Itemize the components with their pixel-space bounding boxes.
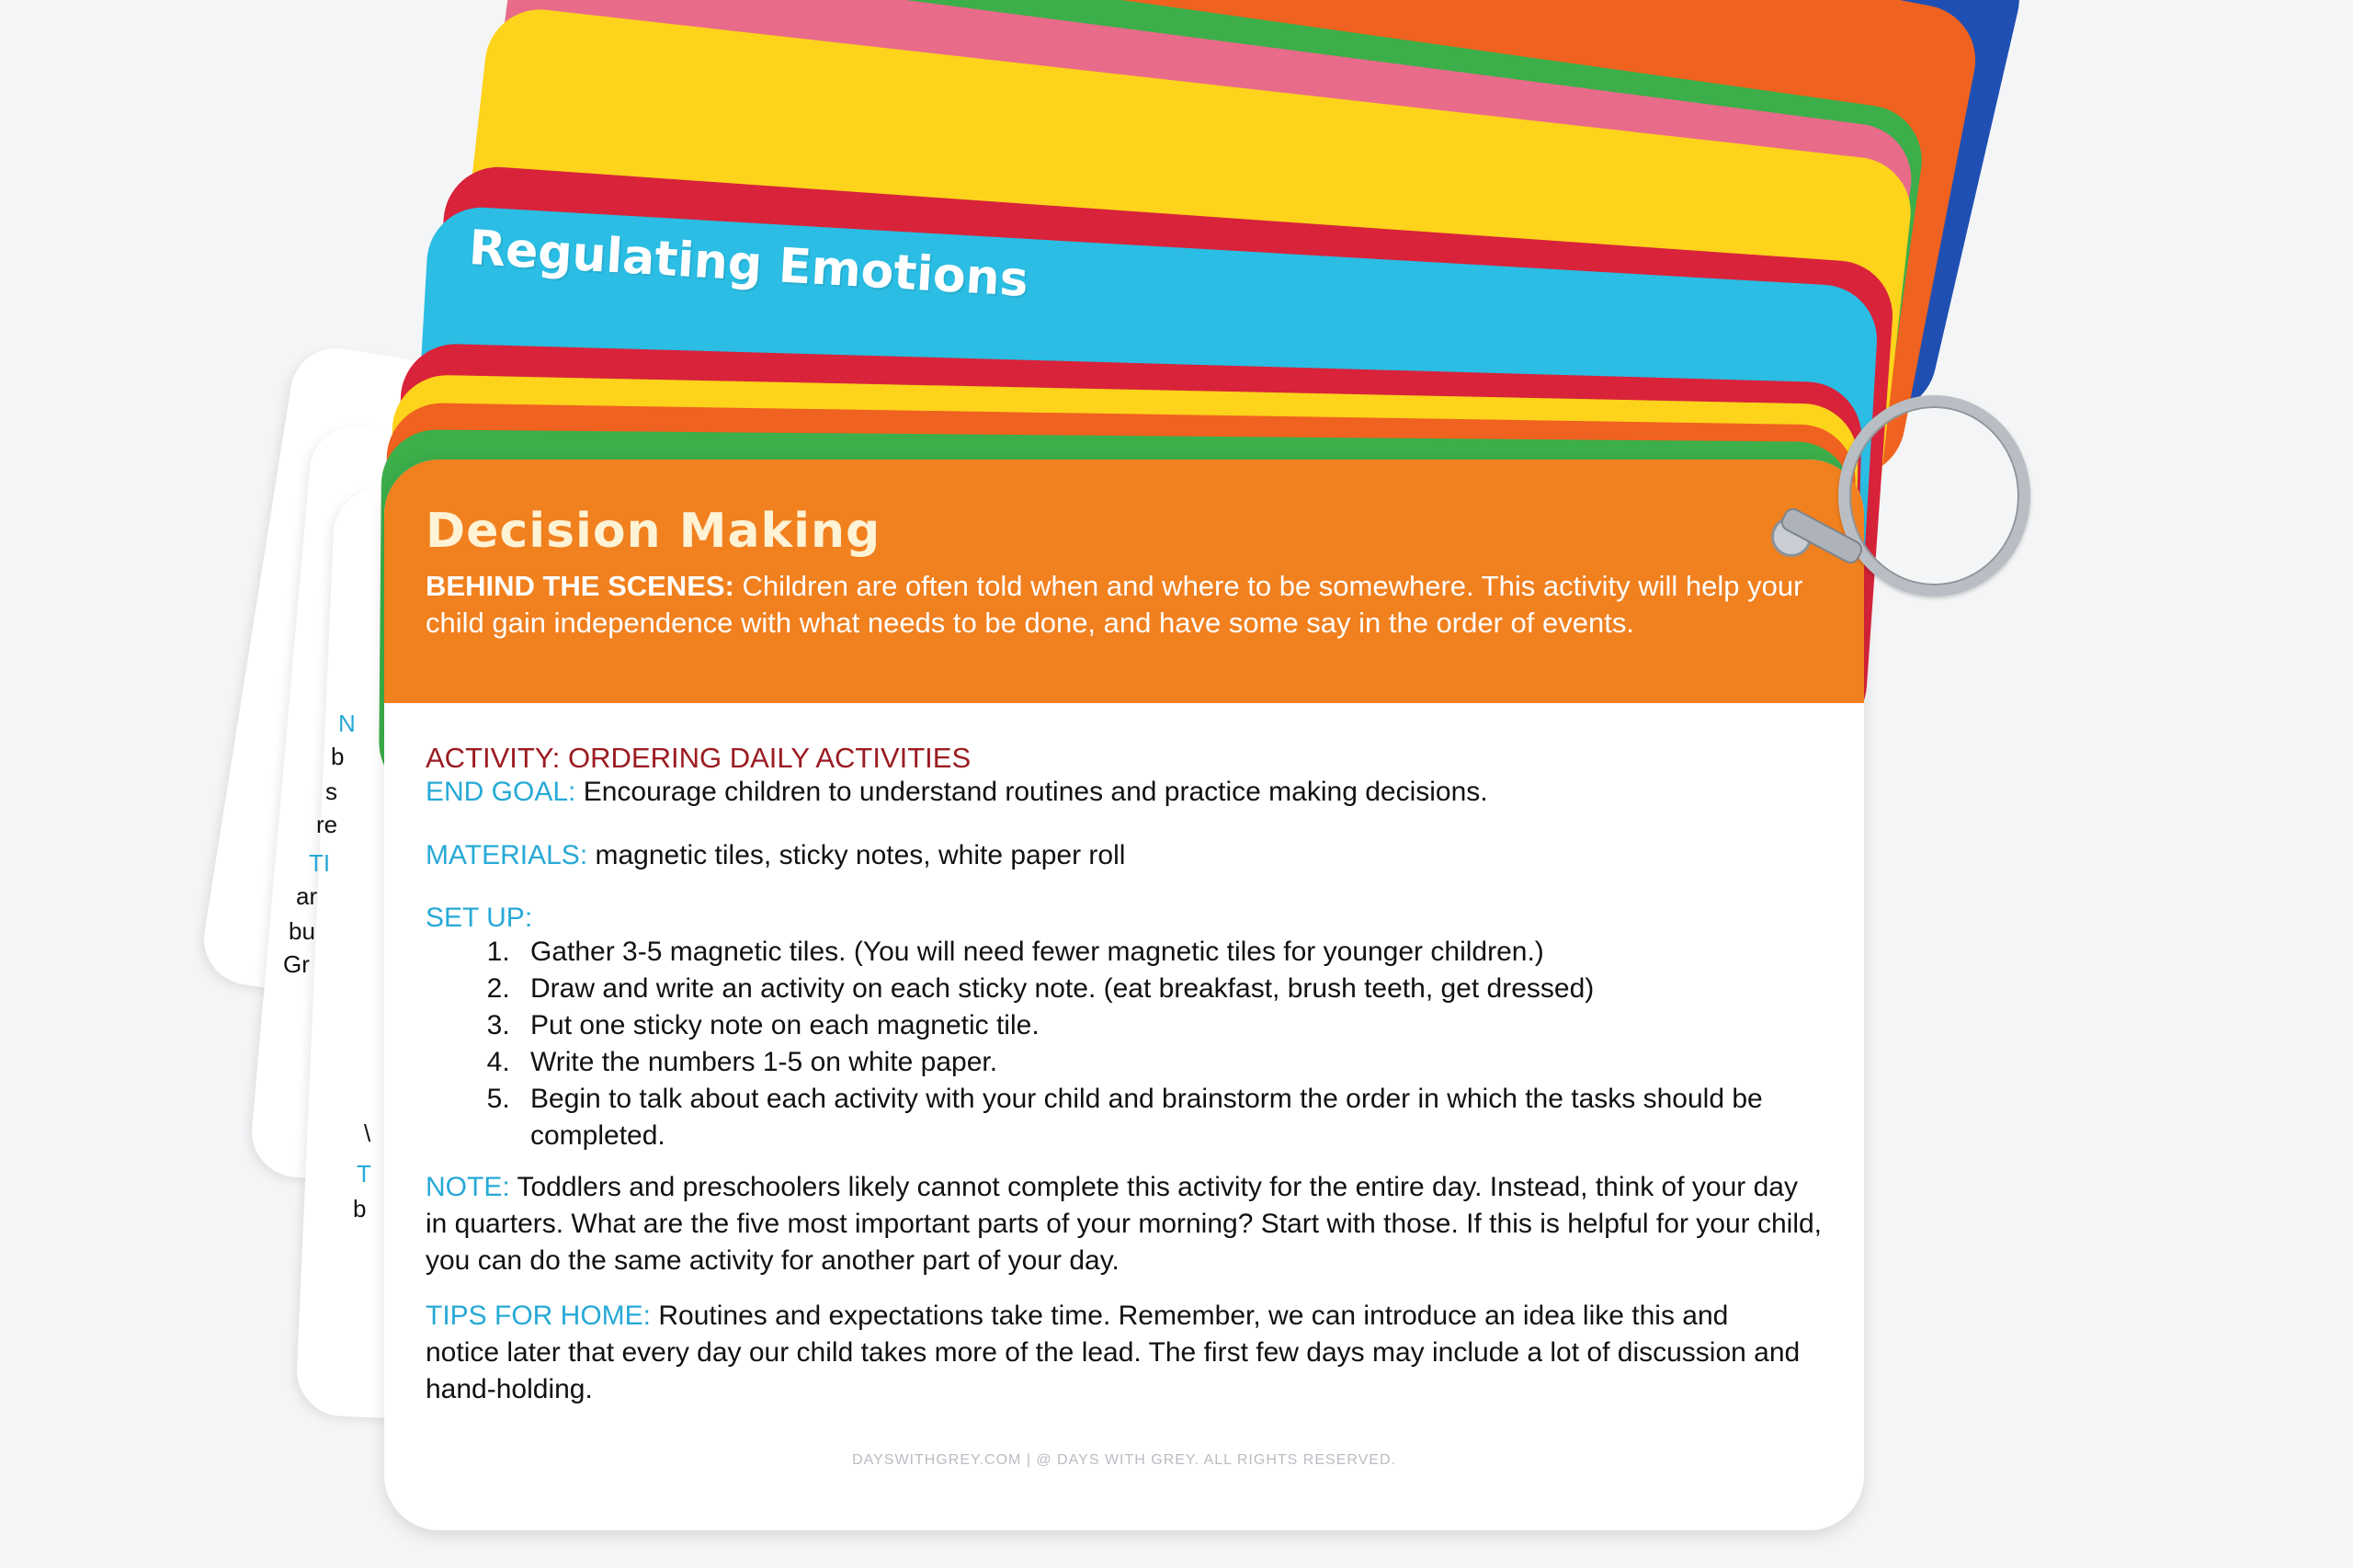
activity-heading: ACTIVITY: ORDERING DAILY ACTIVITIES xyxy=(426,742,972,774)
main-card-decision-making xyxy=(384,460,1864,1530)
peek-text-6: ar xyxy=(296,882,318,910)
materials-label: MATERIALS: xyxy=(426,840,588,870)
setup-step: 5. Begin to talk about each activity with your child and brainstorm the order in which the tasks should be completed. xyxy=(517,1081,1786,1154)
behind-text: Children are often told when and where to be somewhere. This activity will help your child gain independence with what needs to be done, and have some say in the order of events. xyxy=(426,570,1803,639)
behind-the-scenes xyxy=(426,568,1823,642)
end-goal-text: Encourage children to understand routines and practice making decisions. xyxy=(575,777,1488,807)
materials xyxy=(426,837,1832,874)
card-footer: DAYSWITHGREY.COM | @ DAYS WITH GREY. ALL RIGHTS RESERVED. xyxy=(852,1452,1396,1468)
setup-step: 1. Gather 3-5 magnetic tiles. (You will need fewer magnetic tiles for younger children.) xyxy=(517,934,1786,971)
peek-text-2: b xyxy=(331,743,345,770)
peek-text-5: TI xyxy=(309,849,331,877)
main-card-title: Decision Making xyxy=(426,504,881,559)
binder-ring-icon xyxy=(1838,395,2030,597)
end-goal-label: END GOAL: xyxy=(426,777,576,807)
materials-text: magnetic tiles, sticky notes, white paper roll xyxy=(587,840,1126,870)
setup-step: 3. Put one sticky note on each magnetic tile. xyxy=(517,1007,1786,1044)
setup-step: 4. Write the numbers 1-5 on white paper. xyxy=(517,1044,1786,1081)
end-goal xyxy=(426,774,1832,811)
setup-steps xyxy=(426,934,1786,1154)
peek-text-8: Gr xyxy=(283,950,310,978)
peek-text-9: \ xyxy=(364,1119,371,1147)
peek-text-3: s xyxy=(325,778,337,805)
peek-text-10: T xyxy=(357,1160,371,1187)
peek-text-1: N xyxy=(338,710,356,737)
tips-label: TIPS FOR HOME: xyxy=(426,1301,652,1331)
tips-text: Routines and expectations take time. Remember, we can introduce an idea like this and notice later that every day our child takes more of the lead. The first few days may include a lot of discussion and hand-holding. xyxy=(426,1301,1801,1404)
peek-text-11: b xyxy=(353,1195,367,1222)
behind-label: BEHIND THE SCENES: xyxy=(426,570,734,602)
tips-for-home xyxy=(426,1298,1804,1408)
note-text: Toddlers and preschoolers likely cannot complete this activity for the entire day. Instead, think of your day in quarters. What are the five most important parts of your morning? Start with those. If this is helpful for your child, you can do the same activity for another part of your day. xyxy=(426,1172,1822,1276)
peek-text-7: bu xyxy=(289,917,315,945)
setup-label: SET UP: xyxy=(426,903,533,933)
note xyxy=(426,1169,1823,1279)
setup-step: 2. Draw and write an activity on each sticky note. (eat breakfast, brush teeth, get dressed) xyxy=(517,971,1786,1007)
peek-text-4: re xyxy=(316,811,338,838)
fan-card-title-regulating: Regulating Emotions xyxy=(467,220,1030,308)
main-card-header xyxy=(384,460,1864,703)
note-label: NOTE: xyxy=(426,1172,510,1202)
